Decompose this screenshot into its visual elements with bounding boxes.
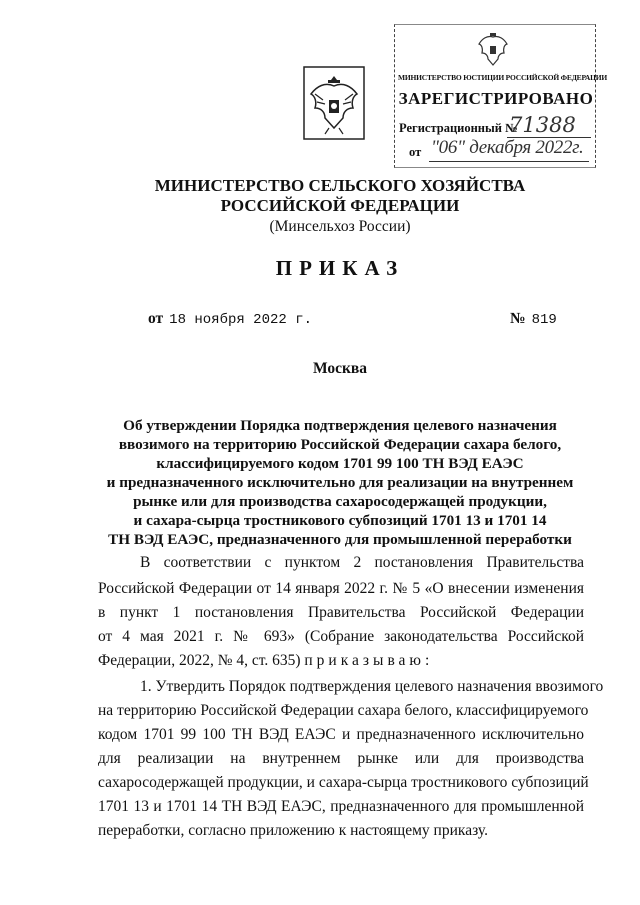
body-citation: Федерации, 2022, № 4, ст. 635) bbox=[98, 652, 301, 669]
document-type: ПРИКАЗ bbox=[275, 256, 405, 280]
body-line-last: переработки, согласно приложению к настоящему приказу. bbox=[98, 822, 488, 839]
body-line: от 4 мая 2021 г. № 693» (Собрание законодательства Российской bbox=[98, 628, 584, 645]
order-subject bbox=[60, 416, 620, 549]
body-line: кодом 1701 99 100 ТН ВЭД ЕАЭС и предназначенного исключительно bbox=[98, 726, 584, 743]
ministry-line1: МИНИСТЕРСТВО СЕЛЬСКОГО ХОЗЯЙСТВА bbox=[154, 176, 526, 195]
subject-line: ТН ВЭД ЕАЭС, предназначенного для промышленной переработки bbox=[108, 531, 572, 548]
body-line: 1. Утвердить Порядок подтверждения целевого назначения ввозимого bbox=[140, 678, 604, 695]
body-line: В соответствии с пунктом 2 постановления Правительства bbox=[140, 554, 584, 571]
stamp-registered: ЗАРЕГИСТРИРОВАНО bbox=[398, 89, 594, 108]
subject-line: Об утверждении Порядка подтверждения целевого назначения bbox=[123, 417, 557, 434]
stamp-date: "06" декабря 2022г. bbox=[431, 137, 584, 158]
body-line: 1701 13 и 1701 14 ТН ВЭД ЕАЭС, предназначенного для промышленной bbox=[98, 798, 584, 815]
order-date-label: от bbox=[148, 310, 164, 327]
subject-line: классифицируемого кодом 1701 99 100 ТН ВЭД ЕАЭС bbox=[156, 455, 524, 472]
body-command: приказываю: bbox=[304, 652, 434, 669]
coat-of-arms-emblem bbox=[303, 66, 365, 140]
registration-stamp bbox=[394, 24, 607, 168]
ministry-line2: РОССИЙСКОЙ ФЕДЕРАЦИИ bbox=[220, 196, 460, 215]
body-line: для реализации на внутреннем рынке или для производства bbox=[98, 750, 584, 767]
stamp-reg-number-label: Регистрационный № bbox=[399, 121, 518, 135]
body-line: в пункт 1 постановления Правительства Российской Федерации bbox=[98, 604, 584, 621]
city: Москва bbox=[312, 360, 368, 377]
stamp-ministry: МИНИСТЕРСТВО ЮСТИЦИИ РОССИЙСКОЙ ФЕДЕРАЦИИ bbox=[398, 73, 607, 82]
order-number-value: 819 bbox=[531, 312, 557, 328]
stamp-date-label: от bbox=[409, 145, 422, 159]
body-line: Российской Федерации от 14 января 2022 г. № 5 «О внесении изменения bbox=[98, 580, 584, 597]
stamp-reg-number: 71388 bbox=[509, 113, 576, 137]
order-date bbox=[148, 310, 312, 328]
order-number-label: № bbox=[510, 310, 526, 327]
subject-line: и предназначенного исключительно для реализации на внутреннем bbox=[106, 474, 574, 491]
body-line: сахаросодержащей продукции, и сахара-сырца тростникового субпозиций bbox=[98, 774, 589, 791]
order-date-value: 18 ноября 2022 г. bbox=[169, 312, 312, 328]
subject-line: ввозимого на территорию Российской Федерации сахара белого, bbox=[118, 436, 562, 453]
stamp-emblem-icon bbox=[475, 31, 511, 71]
body-line-last bbox=[98, 652, 584, 670]
subject-line: и сахара-сырца тростникового субпозиций 1701 13 и 1701 14 bbox=[133, 512, 547, 529]
ministry-short-name: (Минсельхоз России) bbox=[269, 218, 411, 235]
body-line: на территорию Российской Федерации сахара белого, классифицируемого bbox=[98, 702, 589, 719]
subject-line: рынке или для производства сахаросодержащей продукции, bbox=[133, 493, 547, 510]
order-number bbox=[510, 310, 557, 328]
